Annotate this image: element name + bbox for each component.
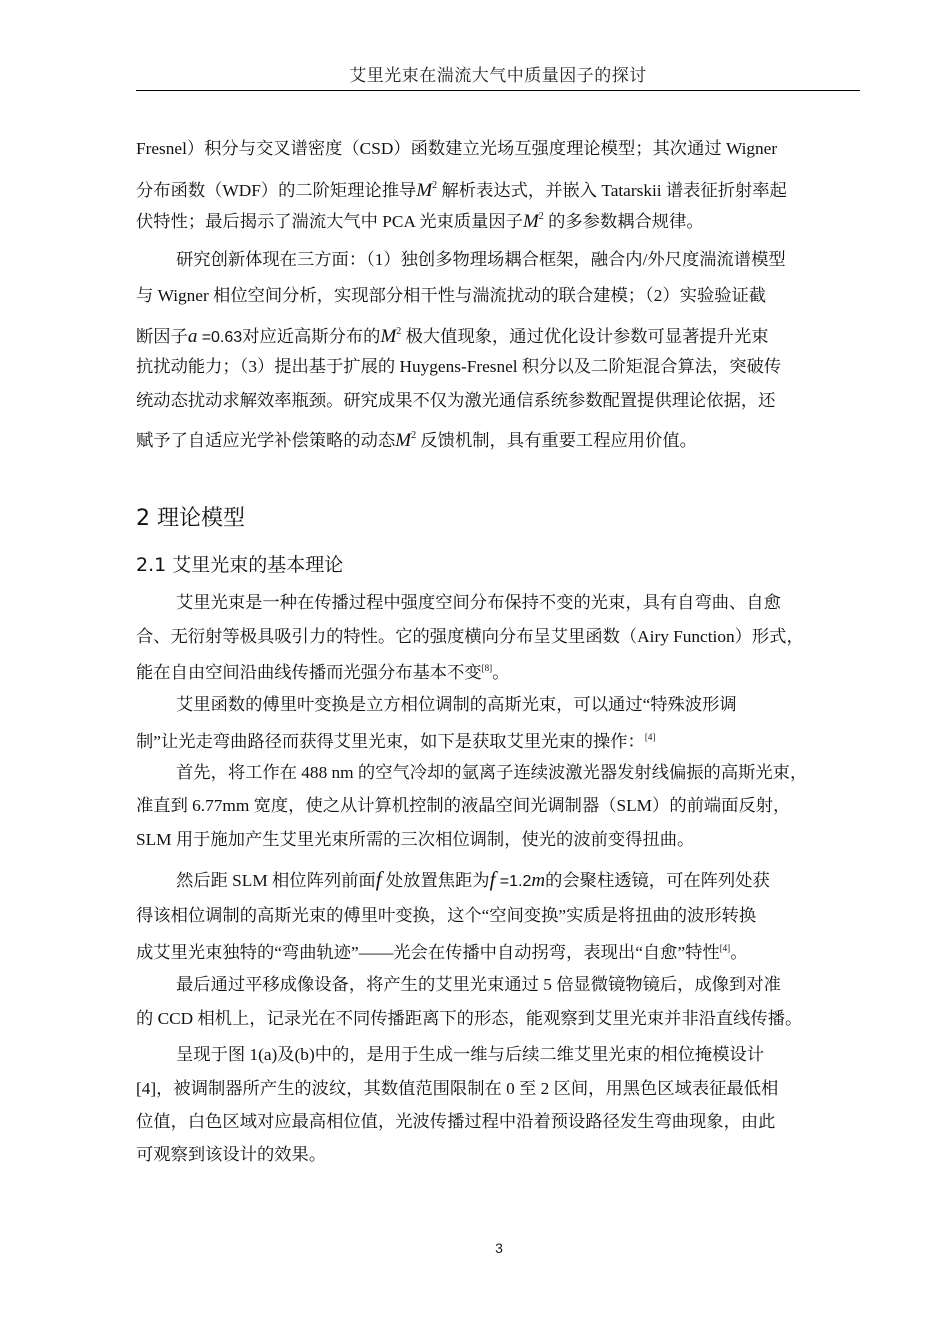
subsection-heading: 2.1 艾里光束的基本理论 bbox=[136, 554, 344, 576]
body-line: 统动态扰动求解效率瓶颈。研究成果不仅为激光通信系统参数配置提供理论依据，还 bbox=[136, 391, 776, 410]
math-symbol-M: M bbox=[416, 180, 433, 201]
text-run: 分布函数（WDF）的二阶矩理论推导 bbox=[136, 181, 417, 200]
text-run: 然后距 SLM 相位阵列前面 bbox=[176, 871, 376, 890]
body-line: [4]，被调制器所产生的波纹，其数值范围限制在 0 至 2 区间，用黑色区域表征最低相 bbox=[136, 1079, 779, 1098]
body-line: 可观察到该设计的效果。 bbox=[136, 1145, 327, 1164]
text-run: 伏特性；最后揭示了湍流大气中 PCA 光束质量因子 bbox=[136, 212, 523, 231]
body-line: 的 CCD 相机上，记录光在不同传播距离下的形态，能观察到艾里光束并非沿直线传播。 bbox=[136, 1009, 803, 1028]
text-run: 能在自由空间沿曲线传播而光强分布基本不变 bbox=[136, 663, 482, 682]
text-run: 制”让光走弯曲路径而获得艾里光束，如下是获取艾里光束的操作： bbox=[136, 732, 645, 751]
body-line: Fresnel）积分与交叉谱密度（CSD）函数建立光场互强度理论模型；其次通过 Wigner bbox=[136, 139, 778, 158]
body-line bbox=[136, 205, 866, 234]
text-run: 解析表达式，并嵌入 Tatarskii 谱表征折射率起 bbox=[441, 181, 787, 200]
header-divider bbox=[136, 90, 860, 91]
math-unit-m: m bbox=[531, 870, 546, 891]
math-symbol-a: a bbox=[187, 326, 198, 347]
body-line bbox=[136, 424, 866, 453]
math-symbol-f: f bbox=[489, 867, 496, 891]
body-line: 合、无衍射等极具吸引力的特性。它的强度横向分布呈艾里函数（Airy Function）形式， bbox=[136, 627, 804, 646]
text-run: 极大值现象，通过优化设计参数可显著提升光束 bbox=[405, 327, 769, 346]
text-run: 成艾里光束独特的“弯曲轨迹”——光会在传播中自动拐弯，表现出“自愈”特性 bbox=[136, 943, 720, 962]
text-run: 的多参数耦合规律。 bbox=[548, 212, 704, 231]
body-line: 呈现于图 1(a)及(b)中的，是用于生成一维与后续二维艾里光束的相位掩模设计 bbox=[176, 1045, 765, 1064]
text-run: 对应近高斯分布的 bbox=[242, 327, 381, 346]
text-run: 赋予了自适应光学补偿策略的动态 bbox=[136, 431, 396, 450]
body-line: SLM 用于施加产生艾里光束所需的三次相位调制，使光的波前变得扭曲。 bbox=[136, 830, 695, 849]
math-symbol-M: M bbox=[395, 430, 412, 451]
superscript: 2 bbox=[432, 180, 438, 191]
math-symbol-M: M bbox=[522, 211, 539, 232]
body-line bbox=[136, 320, 866, 350]
text-run: 。 bbox=[730, 943, 748, 962]
body-line: 抗扰动能力；（3）提出基于扩展的 Huygens-Fresnel 积分以及二阶矩混合算法，突破传 bbox=[136, 357, 782, 376]
body-line: 艾里光束是一种在传播过程中强度空间分布保持不变的光束，具有自弯曲、自愈 bbox=[176, 593, 781, 612]
body-line: 与 Wigner 相位空间分析，实现部分相干性与湍流扰动的联合建模；（2）实验验证截 bbox=[136, 286, 767, 305]
body-line: 研究创新体现在三方面：（1）独创多物理场耦合框架，融合内/外尺度湍流谱模型 bbox=[176, 250, 786, 269]
body-line: 艾里函数的傅里叶变换是立方相位调制的高斯光束，可以通过“特殊波形调 bbox=[176, 695, 737, 714]
body-line: 得该相位调制的高斯光束的傅里叶变换，这个“空间变换”实质是将扭曲的波形转换 bbox=[136, 906, 757, 925]
page-number: 3 bbox=[495, 1240, 503, 1256]
body-line bbox=[136, 725, 866, 754]
body-line: 准直到 6.77mm 宽度，使之从计算机控制的液晶空间光调制器（SLM）的前端面反射， bbox=[136, 796, 791, 815]
citation-ref: [4] bbox=[719, 943, 731, 953]
equation-value: =1.2 bbox=[499, 873, 532, 890]
text-run: 处放置焦距为 bbox=[385, 871, 490, 890]
body-line: 最后通过平移成像设备，将产生的艾里光束通过 5 倍显微镜物镜后，成像到对准 bbox=[176, 975, 781, 994]
body-line bbox=[136, 174, 866, 203]
equation-value: =0.63 bbox=[201, 329, 243, 346]
superscript: 2 bbox=[411, 430, 417, 441]
running-header-title: 艾里光束在湍流大气中质量因子的探讨 bbox=[349, 66, 647, 85]
math-symbol-f: f bbox=[375, 867, 382, 891]
text-run: 断因子 bbox=[136, 327, 188, 346]
superscript: 2 bbox=[396, 326, 402, 337]
math-symbol-M: M bbox=[380, 326, 397, 347]
text-run: 反馈机制，具有重要工程应用价值。 bbox=[420, 431, 697, 450]
text-run: 的会聚柱透镜，可在阵列处获 bbox=[545, 871, 770, 890]
body-line bbox=[176, 867, 906, 894]
body-line: 位值，白色区域对应最高相位值，光波传播过程中沿着预设路径发生弯曲现象，由此 bbox=[136, 1112, 776, 1131]
body-line: 首先，将工作在 488 nm 的空气冷却的氩离子连续波激光器发射线偏振的高斯光束， bbox=[176, 763, 808, 782]
citation-ref: [4] bbox=[644, 732, 656, 742]
citation-ref: [8] bbox=[481, 663, 493, 673]
text-run: 。 bbox=[492, 663, 510, 682]
body-line bbox=[136, 936, 866, 965]
section-heading: 2 理论模型 bbox=[136, 506, 245, 531]
body-line bbox=[136, 656, 866, 685]
superscript: 2 bbox=[538, 211, 544, 222]
